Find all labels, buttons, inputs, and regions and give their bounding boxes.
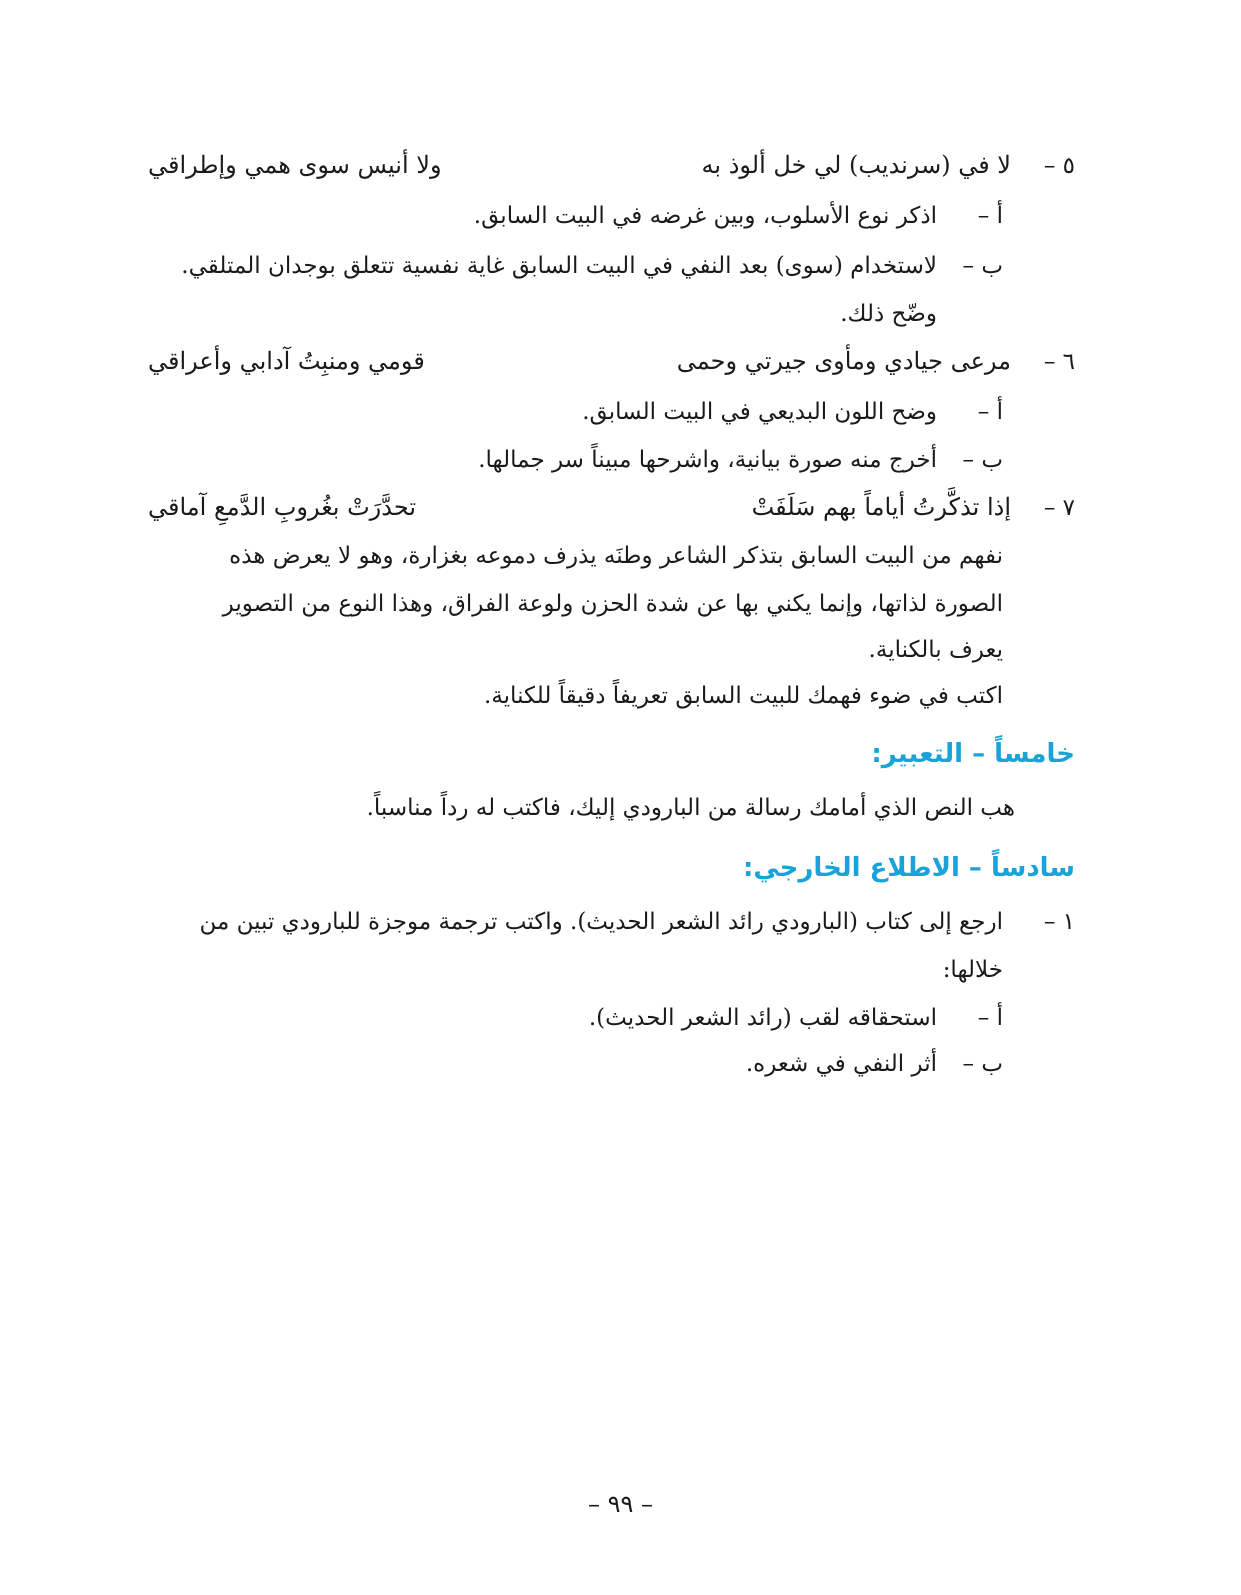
section-6-item-1-line-1: ارجع إلى كتاب (البارودي رائد الشعر الحديث). واكتب ترجمة موجزة للبارودي تبين من: [199, 909, 1003, 935]
item-5b-marker: ب –: [962, 253, 1003, 279]
section-5-text: هب النص الذي أمامك رسالة من البارودي إليك، فاكتب له رداً مناسباً.: [366, 795, 1015, 821]
item-6a-text: وضح اللون البديعي في البيت السابق.: [582, 399, 937, 425]
item-5-number: ٥ –: [1043, 153, 1075, 179]
item-6b-marker: ب –: [962, 447, 1003, 473]
item-6-verse-second-hemistich: قومي ومنبِتُ آدابي وأعراقي: [148, 347, 425, 375]
section-6-item-1-line-2: خلالها:: [942, 957, 1003, 983]
item-5-verse-first-hemistich: لا في (سرنديب) لي خل ألوذ به: [701, 151, 1011, 179]
section-6b-marker: ب –: [962, 1051, 1003, 1077]
section-6-heading: سادساً – الاطلاع الخارجي:: [742, 853, 1075, 883]
item-5b-continuation: وضّح ذلك.: [840, 301, 937, 327]
section-6a-text: استحقاقه لقب (رائد الشعر الحديث).: [588, 1005, 937, 1031]
item-7-paragraph-line-3: يعرف بالكناية.: [868, 637, 1003, 663]
item-6a-marker: أ –: [977, 399, 1003, 425]
item-6-verse-first-hemistich: مرعى جيادي ومأوى جيرتي وحمى: [676, 347, 1011, 375]
item-5b-text: لاستخدام (سوى) بعد النفي في البيت السابق غاية نفسية تتعلق بوجدان المتلقي.: [181, 253, 937, 279]
item-7-verse-second-hemistich: تحدَّرَتْ بغُروبِ الدَّمعِ آماقي: [148, 493, 417, 521]
section-5-heading: خامساً – التعبير:: [871, 739, 1075, 769]
item-7-verse-first-hemistich: إذا تذكَّرتُ أياماً بهم سَلَفَتْ: [751, 493, 1011, 521]
item-5a-text: اذكر نوع الأسلوب، وبين غرضه في البيت السابق.: [473, 203, 937, 229]
item-7-paragraph-line-2: الصورة لذاتها، وإنما يكني بها عن شدة الحزن ولوعة الفراق، وهذا النوع من التصوير: [222, 591, 1003, 617]
page-number: – ٩٩ –: [587, 1490, 654, 1518]
section-6-item-1-number: ١ –: [1043, 909, 1075, 935]
section-6b-text: أثر النفي في شعره.: [745, 1051, 937, 1077]
item-6b-text: أخرج منه صورة بيانية، واشرحها مبيناً سر جمالها.: [478, 447, 937, 473]
item-6-number: ٦ –: [1043, 349, 1075, 375]
item-7-paragraph-line-1: نفهم من البيت السابق بتذكر الشاعر وطنَه يذرف دموعه بغزارة، وهو لا يعرض هذه: [229, 543, 1003, 569]
item-5-verse-second-hemistich: ولا أنيس سوى همي وإطراقي: [148, 151, 442, 179]
item-5a-marker: أ –: [977, 203, 1003, 229]
item-7-instruction: اكتب في ضوء فهمك للبيت السابق تعريفاً دقيقاً للكناية.: [484, 683, 1003, 709]
section-6a-marker: أ –: [977, 1005, 1003, 1031]
item-7-number: ٧ –: [1043, 495, 1075, 521]
